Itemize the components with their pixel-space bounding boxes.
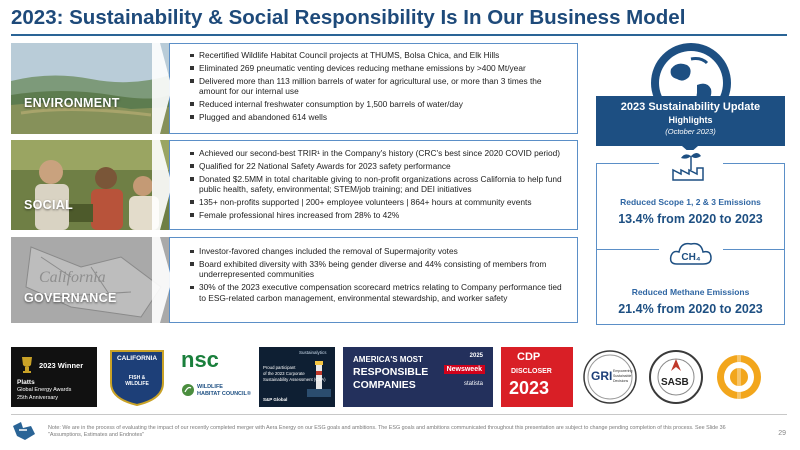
page-number: 29 [778,430,786,437]
whc-line1: WILDLIFE [197,384,223,390]
newsweek-line1: AMERICA'S MOST [353,355,423,364]
sasb-logo [647,347,705,407]
metric-methane-emissions [596,249,785,325]
sasb-brand: SASB [661,377,689,388]
newsweek-line3: COMPANIES [353,379,416,391]
environment-section [11,43,578,134]
newsweek-line2: RESPONSIBLE [353,366,429,378]
social-label: SOCIAL [24,198,74,212]
trophy-icon [19,355,35,375]
whc-leaf-icon [181,383,195,397]
bullet-item: Eliminated 269 pneumatic venting devices reducing methane emissions by >400 Mt/year [190,63,567,74]
company-logo-icon [11,420,37,442]
bullet-item: Female professional hires increased from 28% to 42% [190,210,567,221]
cdfw-line3: WILDLIFE [125,381,149,387]
social-image [11,140,171,230]
highlights-date: (October 2023) [665,127,716,136]
social-section [11,140,578,230]
newsweek-brand: Newsweek [444,365,485,374]
cdp-year: 2023 [509,378,550,398]
platts-line3: 25th Anniversary [17,395,58,401]
csa-line1: Proud participant [263,365,296,370]
social-bullets-box [169,140,578,230]
gri-brand: GRI [591,369,613,383]
plant-factory-icon [659,150,723,186]
governance-label: GOVERNANCE [24,291,117,305]
bullet-item: Achieved our second-best TRIR¹ in the Company's history (CRC's best since 2020 COVID period) [190,148,567,159]
environment-bullets-box [169,43,578,134]
ch4-cloud-icon [659,236,723,272]
metric-value: 13.4% from 2020 to 2023 [618,212,763,226]
bullet-item: Board exhibited diversity with 33% being gender diverse and 44% consisting of members from underrepresented communities [190,259,567,280]
nsc-whc-logos [177,347,251,407]
nsc-logo: nsc [181,347,219,372]
platts-line2: Global Energy Awards [17,387,72,393]
platts-winner: 2023 Winner [39,361,84,370]
cdfw-line1: CALIFORNIA [116,355,158,362]
bullet-item: Recertified Wildlife Habitat Council projects at THUMS, Bolsa Chica, and Elk Hills [190,50,567,61]
bullet-item: 30% of the 2023 executive compensation scorecard metrics relating to Company performance tied to ESG-related carbon management, environmental stewardship, and worker safety [190,282,567,303]
footnote: Note: We are in the process of evaluating the impact of our recently completed merger with Aera Energy on our ESG goals and ambitions. The ESG goals and ambitions communicated throughout this presentation are subject to change pending completion of this process. See Slide 36 "Assumptions, Estimates and Endnotes" [48,425,726,438]
newsweek-responsible-logo [343,347,493,407]
gri-line2: Sustainable [613,374,632,378]
metric-label: Reduced Scope 1, 2 & 3 Emissions [620,197,761,207]
gri-line3: Decisions [613,379,629,383]
environment-label: ENVIRONMENT [24,96,120,110]
metric-value: 21.4% from 2020 to 2023 [618,302,763,316]
governance-section [11,237,578,323]
svg-text:California: California [39,269,106,286]
governance-chevron [152,237,174,323]
page-title: 2023: Sustainability & Social Responsibility Is In Our Business Model [11,6,686,29]
cdp-line: DISCLOSER [511,368,552,375]
footer-divider [11,414,787,415]
platts-award-logo [11,347,97,407]
bullet-item: Qualified for 22 National Safety Awards for 2023 safety performance [190,161,567,172]
highlights-title: 2023 Sustainability Update [620,101,761,113]
bullet-item: Investor-favored changes included the removal of Supermajority votes [190,246,567,257]
bullet-item: Donated $2.5MM in total charitable giving to non-profit organizations across California to help fund public health, safety, environmental; STEM/job training; and DEI initiatives [190,174,567,195]
cdp-discloser-logo [501,347,573,407]
cdfw-line2: FISH & [128,375,146,381]
svg-text:CH₄: CH₄ [681,252,701,263]
spglobal-label: S&P Global [263,397,288,402]
sustainalytics-brand: Sustainalytics [299,350,327,355]
governance-bullets-box [169,237,578,323]
bullet-item: Delivered more than 113 million barrels of water for agricultural use, or more than 3 times the amount for our internal use [190,76,567,97]
governance-image [11,237,171,323]
logo-strip [11,347,787,407]
bullet-item: Plugged and abandoned 614 wells [190,112,567,123]
sustainalytics-csa-logo [259,347,335,407]
environment-image [11,43,171,134]
bullet-item: Reduced internal freshwater consumption by 1,500 barrels of water/day [190,99,567,110]
gri-logo [581,347,639,407]
statista-label: statista [463,381,483,387]
whc-line2: HABITAT COUNCIL® [197,391,251,397]
title-divider [11,34,787,36]
sun-badge-logo [713,347,765,407]
csa-line2: of the 2023 Corporate [263,371,305,376]
california-fish-wildlife-logo [105,347,169,407]
highlights-subtitle: Highlights [668,115,713,125]
metric-label: Reduced Methane Emissions [631,287,750,297]
cdp-brand: CDP [517,351,541,363]
social-chevron [152,140,174,230]
gri-line1: Empowering [613,369,633,373]
environment-chevron [152,43,174,134]
csa-line3: Sustainability Assessment (CSA) [263,377,326,382]
highlights-banner [596,96,785,146]
platts-line1: Platts [17,379,35,386]
bullet-item: 135+ non-profits supported | 200+ employee volunteers | 864+ hours at community events [190,197,567,208]
newsweek-year: 2025 [469,353,483,359]
